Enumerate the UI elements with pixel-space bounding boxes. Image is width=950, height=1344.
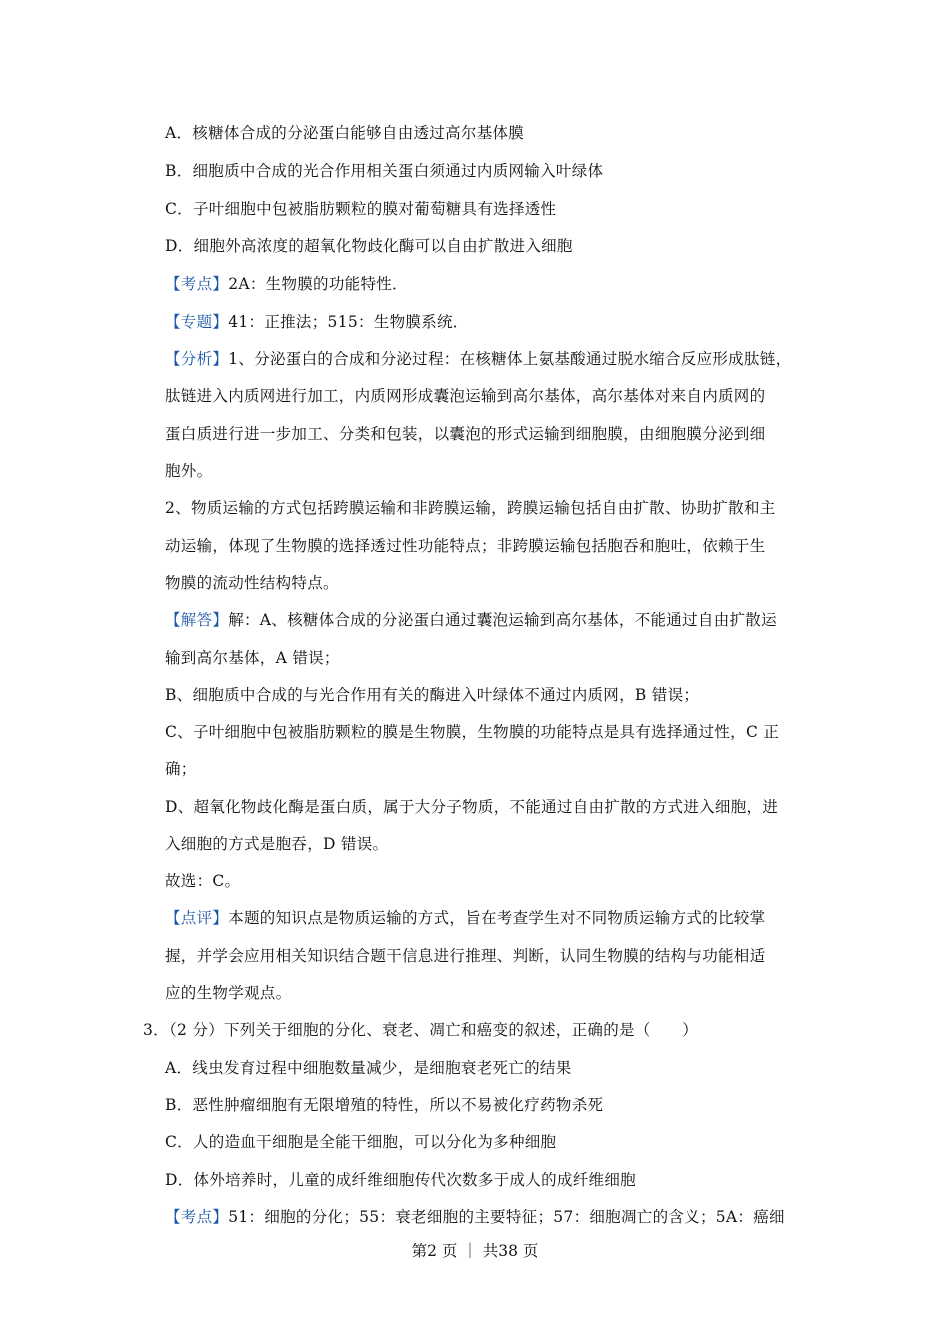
- fenxi-line: 【分析】1、分泌蛋白的合成和分泌过程：在核糖体上氨基酸通过脱水缩合反应形成肽链，: [165, 350, 792, 368]
- text-line: 确；: [165, 760, 197, 778]
- kaodian-tag: 【考点】: [165, 1208, 229, 1226]
- text-line: 2、物质运输的方式包括跨膜运输和非跨膜运输，跨膜运输包括自由扩散、协助扩散和主: [165, 499, 776, 517]
- text-line: 胞外。: [165, 462, 213, 480]
- text-line: 应的生物学观点。: [165, 984, 292, 1002]
- jieda-tag: 【解答】: [165, 611, 229, 629]
- kaodian-line: 【考点】2A：生物膜的功能特性．: [165, 275, 408, 293]
- text-line: 动运输，体现了生物膜的选择透过性功能特点；非跨膜运输包括胞吞和胞吐，依赖于生: [165, 537, 766, 555]
- option-b: B．细胞质中合成的光合作用相关蛋白须通过内质网输入叶绿体: [165, 162, 604, 180]
- text-line: 入细胞的方式是胞吞，D 错误。: [165, 835, 389, 853]
- zhuanti-line: 【专题】41：正推法；515：生物膜系统．: [165, 313, 469, 331]
- text-line: 物膜的流动性结构特点。: [165, 574, 339, 592]
- fenxi-tag: 【分析】: [165, 350, 229, 368]
- text-line: B、细胞质中合成的与光合作用有关的酶进入叶绿体不通过内质网，B 错误；: [165, 686, 700, 704]
- text-line: C、子叶细胞中包被脂肪颗粒的膜是生物膜，生物膜的功能特点是具有选择通过性，C 正: [165, 723, 780, 741]
- option-d: D．体外培养时，儿童的成纤维细胞传代次数多于成人的成纤维细胞: [165, 1171, 636, 1189]
- option-a: A．线虫发育过程中细胞数量减少，是细胞衰老死亡的结果: [165, 1059, 572, 1077]
- text-line: 蛋白质进行进一步加工、分类和包装，以囊泡的形式运输到细胞膜，由细胞膜分泌到细: [165, 425, 766, 443]
- text-line: 握，并学会应用相关知识结合题干信息进行推理、判断，认同生物膜的结构与功能相适: [165, 947, 766, 965]
- text-line: 肽链进入内质网进行加工，内质网形成囊泡运输到高尔基体，高尔基体对来自内质网的: [165, 387, 766, 405]
- kaodian-tag: 【考点】: [165, 275, 229, 293]
- jieda-line: 【解答】解：A、核糖体合成的分泌蛋白通过囊泡运输到高尔基体，不能通过自由扩散运: [165, 611, 777, 629]
- question-3: 3．（2 分）下列关于细胞的分化、衰老、凋亡和癌变的叙述，正确的是（ ）: [143, 1021, 699, 1039]
- option-c: C．子叶细胞中包被脂肪颗粒的膜对葡萄糖具有选择透性: [165, 200, 557, 218]
- option-a: A．核糖体合成的分泌蛋白能够自由透过高尔基体膜: [165, 124, 525, 142]
- option-b: B．恶性肿瘤细胞有无限增殖的特性，所以不易被化疗药物杀死: [165, 1096, 604, 1114]
- dianping-tag: 【点评】: [165, 909, 229, 927]
- text-line: 输到高尔基体，A 错误；: [165, 649, 340, 667]
- kaodian-line: 【考点】51：细胞的分化；55：衰老细胞的主要特征；57：细胞凋亡的含义；5A：癌细: [165, 1208, 785, 1226]
- dianping-line: 【点评】本题的知识点是物质运输的方式，旨在考查学生对不同物质运输方式的比较掌: [165, 909, 766, 927]
- zhuanti-tag: 【专题】: [165, 313, 229, 331]
- option-d: D．细胞外高浓度的超氧化物歧化酶可以自由扩散进入细胞: [165, 237, 573, 255]
- text-line: D、超氧化物歧化酶是蛋白质，属于大分子物质，不能通过自由扩散的方式进入细胞，进: [165, 798, 779, 816]
- answer-line: 故选：C。: [165, 872, 241, 890]
- page-footer: 第2 页 ｜ 共38 页: [411, 1242, 539, 1260]
- option-c: C．人的造血干细胞是全能干细胞，可以分化为多种细胞: [165, 1133, 557, 1151]
